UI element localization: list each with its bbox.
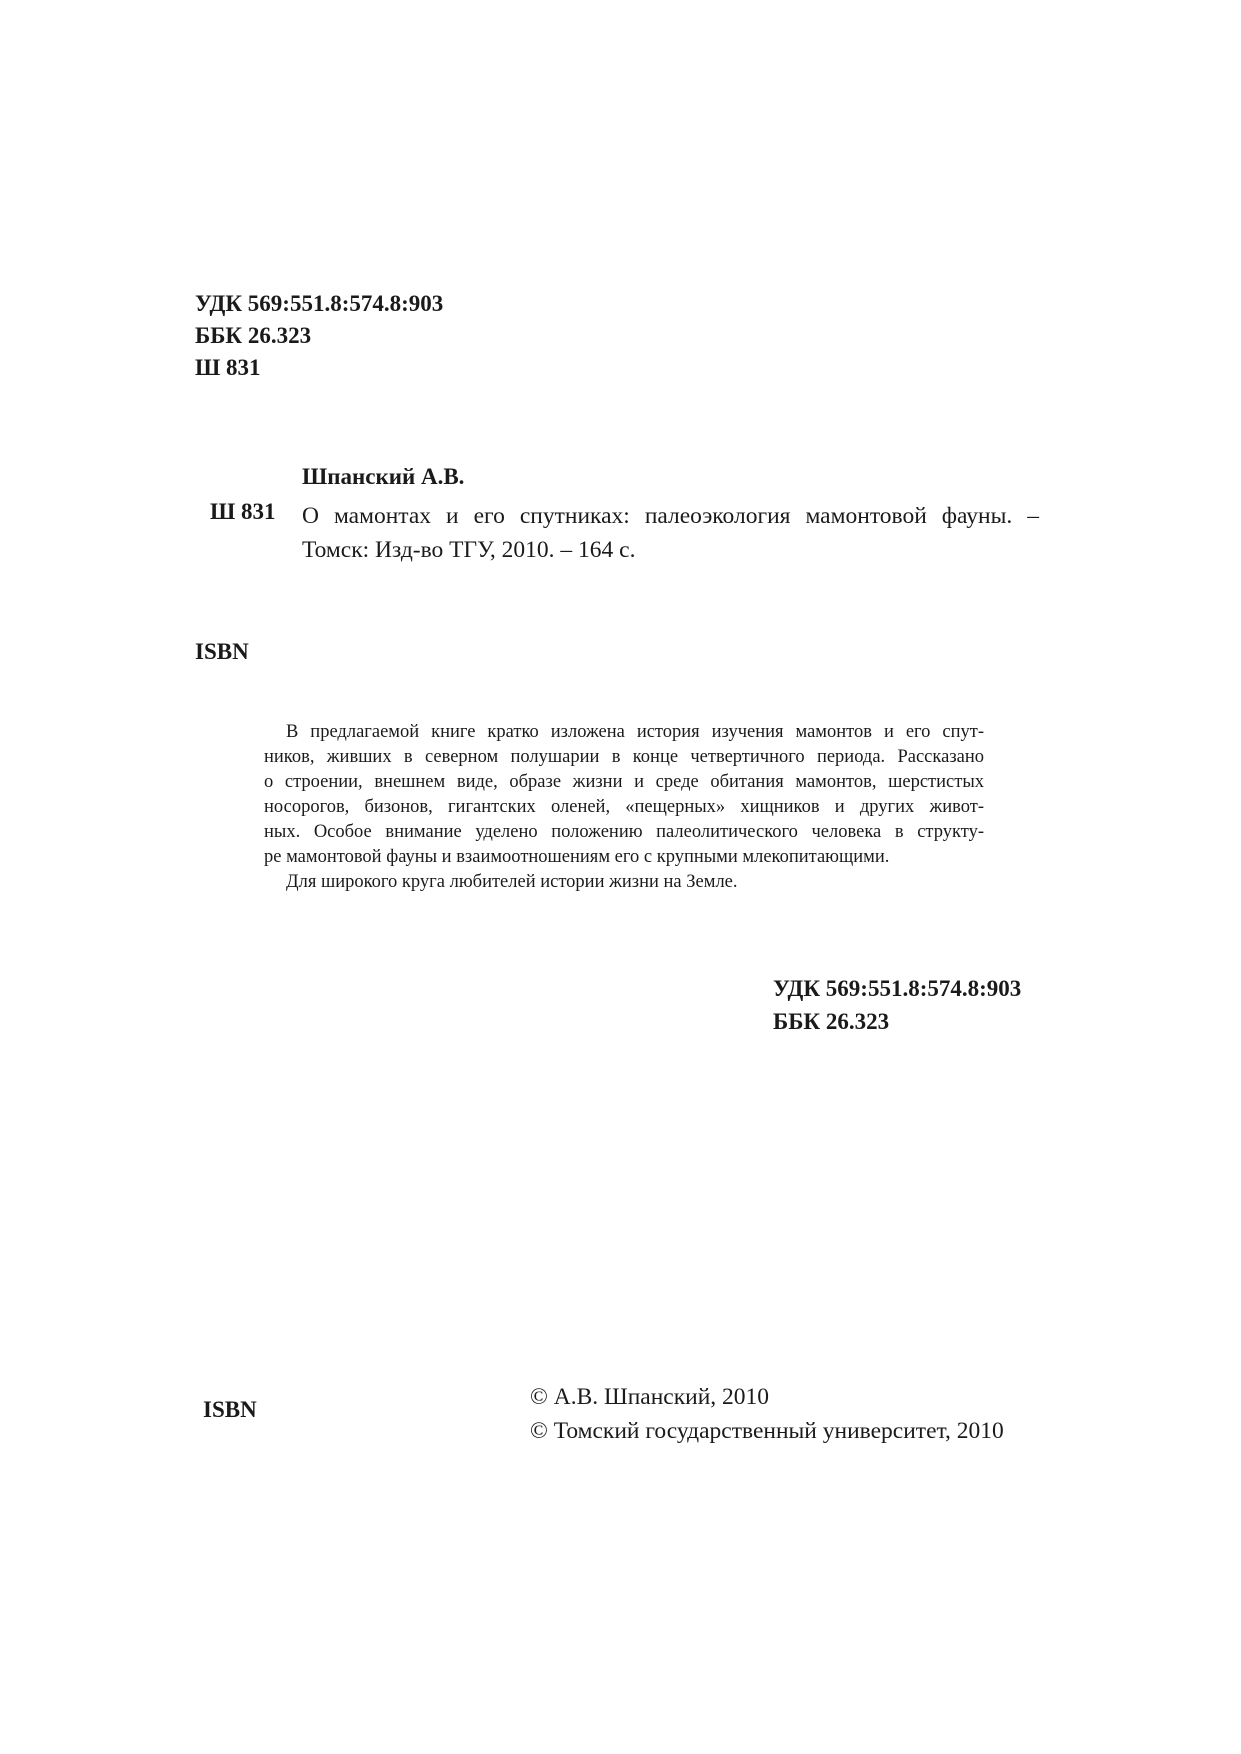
annotation-line: о строении, внешнем виде, образе жизни и среде обитания мамонтов, шерстистых — [264, 772, 984, 792]
udk-code: УДК 569:551.8:574.8:903 — [773, 976, 1022, 1001]
annotation-line: носорогов, бизонов, гигантских оленей, «пещерных» хищников и других живот- — [264, 797, 984, 817]
bibliographic-description — [302, 499, 1039, 567]
author-cipher: Ш 831 — [195, 355, 261, 380]
bbk-code: ББК 26.323 — [773, 1009, 890, 1034]
entry-cipher: Ш 831 — [210, 499, 276, 524]
isbn-label: ISBN — [195, 639, 249, 664]
biblio-line-1: О мамонтах и его спутниках: палеоэкология мамонтовой фауны. – — [302, 503, 1039, 529]
author-name: Шпанский А.В. — [302, 464, 465, 489]
annotation-line: ников, живших в северном полушарии в конце четвертичного периода. Рассказано — [264, 747, 984, 767]
annotation — [264, 720, 984, 895]
udk-code: УДК 569:551.8:574.8:903 — [195, 291, 444, 316]
annotation-line: Для широкого круга любителей истории жизни на Земле. — [286, 872, 738, 892]
top-classification-codes — [195, 288, 443, 384]
bottom-classification-codes — [773, 972, 1021, 1038]
copyright-notices — [530, 1380, 1004, 1448]
annotation-line: В предлагаемой книге кратко изложена история изучения мамонтов и его спут- — [286, 722, 984, 742]
annotation-line: ных. Особое внимание уделено положению палеолитического человека в структу- — [264, 822, 984, 842]
bbk-code: ББК 26.323 — [195, 323, 312, 348]
copyright-author: © А.В. Шпанский, 2010 — [530, 1384, 770, 1410]
biblio-line-2: Томск: Изд-во ТГУ, 2010. – 164 с. — [302, 537, 636, 563]
annotation-line: ре мамонтовой фауны и взаимоотношениям его с крупными млекопитающими. — [264, 847, 890, 867]
copyright-university: © Томский государственный университет, 2010 — [530, 1418, 1004, 1444]
isbn-label: ISBN — [203, 1397, 257, 1422]
